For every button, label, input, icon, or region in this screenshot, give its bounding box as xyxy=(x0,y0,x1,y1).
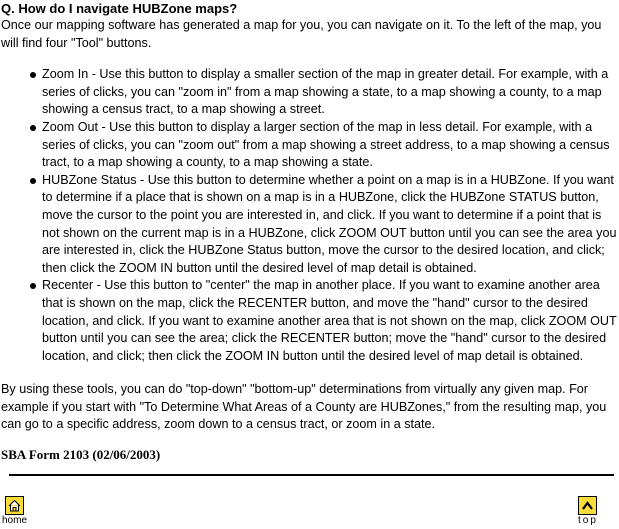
closing-paragraph: By using these tools, you can do "top-down" "bottom-up" determinations from virtually any given map. For example if you start with "To Determine What Areas of a County are HUBZones," from the resulting map, you can go to a specific address, zoom down to a census tract, or zoom in a state. xyxy=(1,382,607,432)
list-item-hubzone-status: HUBZone Status - Use this button to determine whether a point on a map is in a HUBZone. If you want to determine if a place that is shown on a map is in a HUBZone, click the HUBZone STATUS button, move the cursor to the point you are interested in, and click. If you want to determine if a point that is not shown on the current map is in a HUBZone, click ZOOM OUT button until you can see the area you are interested in, click the HUBZone Status button, move the cursor to the desired location, and click; then click the ZOOM IN button until the desired level of map detail is obtained. xyxy=(42,172,617,278)
home-icon xyxy=(5,496,24,515)
list-item-zoom-in: Zoom In - Use this button to display a smaller section of the map in greater detail. For example, with a series of clicks, you can "zoom in" from a map showing a state, to a map showing a county, to a map showing a census tract, to a map showing a street. xyxy=(42,66,617,119)
top-label: top xyxy=(578,515,598,526)
intro-paragraph: Once our mapping software has generated a map for you, you can navigate on it. To the left of the map, you will find four "Tool" buttons. xyxy=(1,18,602,50)
list-item-zoom-out: Zoom Out - Use this button to display a larger section of the map in less detail. For example, with a series of clicks, you can "zoom out" from a map showing a street address, to a map showing a census tract, to a map showing a county, to a map showing a state. xyxy=(42,119,617,172)
list-item-recenter: Recenter - Use this button to "center" the map in another place. If you want to examine another area that is shown on the map, click the RECENTER button, and move the "hand" cursor to the desired location, and click. If you want to examine another area that is not shown on the map, click ZOOM OUT button until you can see the area; click the RECENTER button; move the "hand" cursor to the desired location, and click; then click the ZOOM IN button until the desired level of map detail is obtained. xyxy=(42,277,617,365)
form-number: SBA Form 2103 (02/06/2003) xyxy=(1,447,161,463)
divider xyxy=(9,474,614,476)
page-title: Q. How do I navigate HUBZone maps? xyxy=(1,1,238,16)
footer-nav xyxy=(0,496,619,529)
top-link[interactable] xyxy=(578,496,598,526)
home-label: home xyxy=(2,515,28,526)
chevron-up-icon xyxy=(578,496,597,515)
home-link[interactable] xyxy=(2,496,27,526)
tool-list xyxy=(1,66,617,365)
